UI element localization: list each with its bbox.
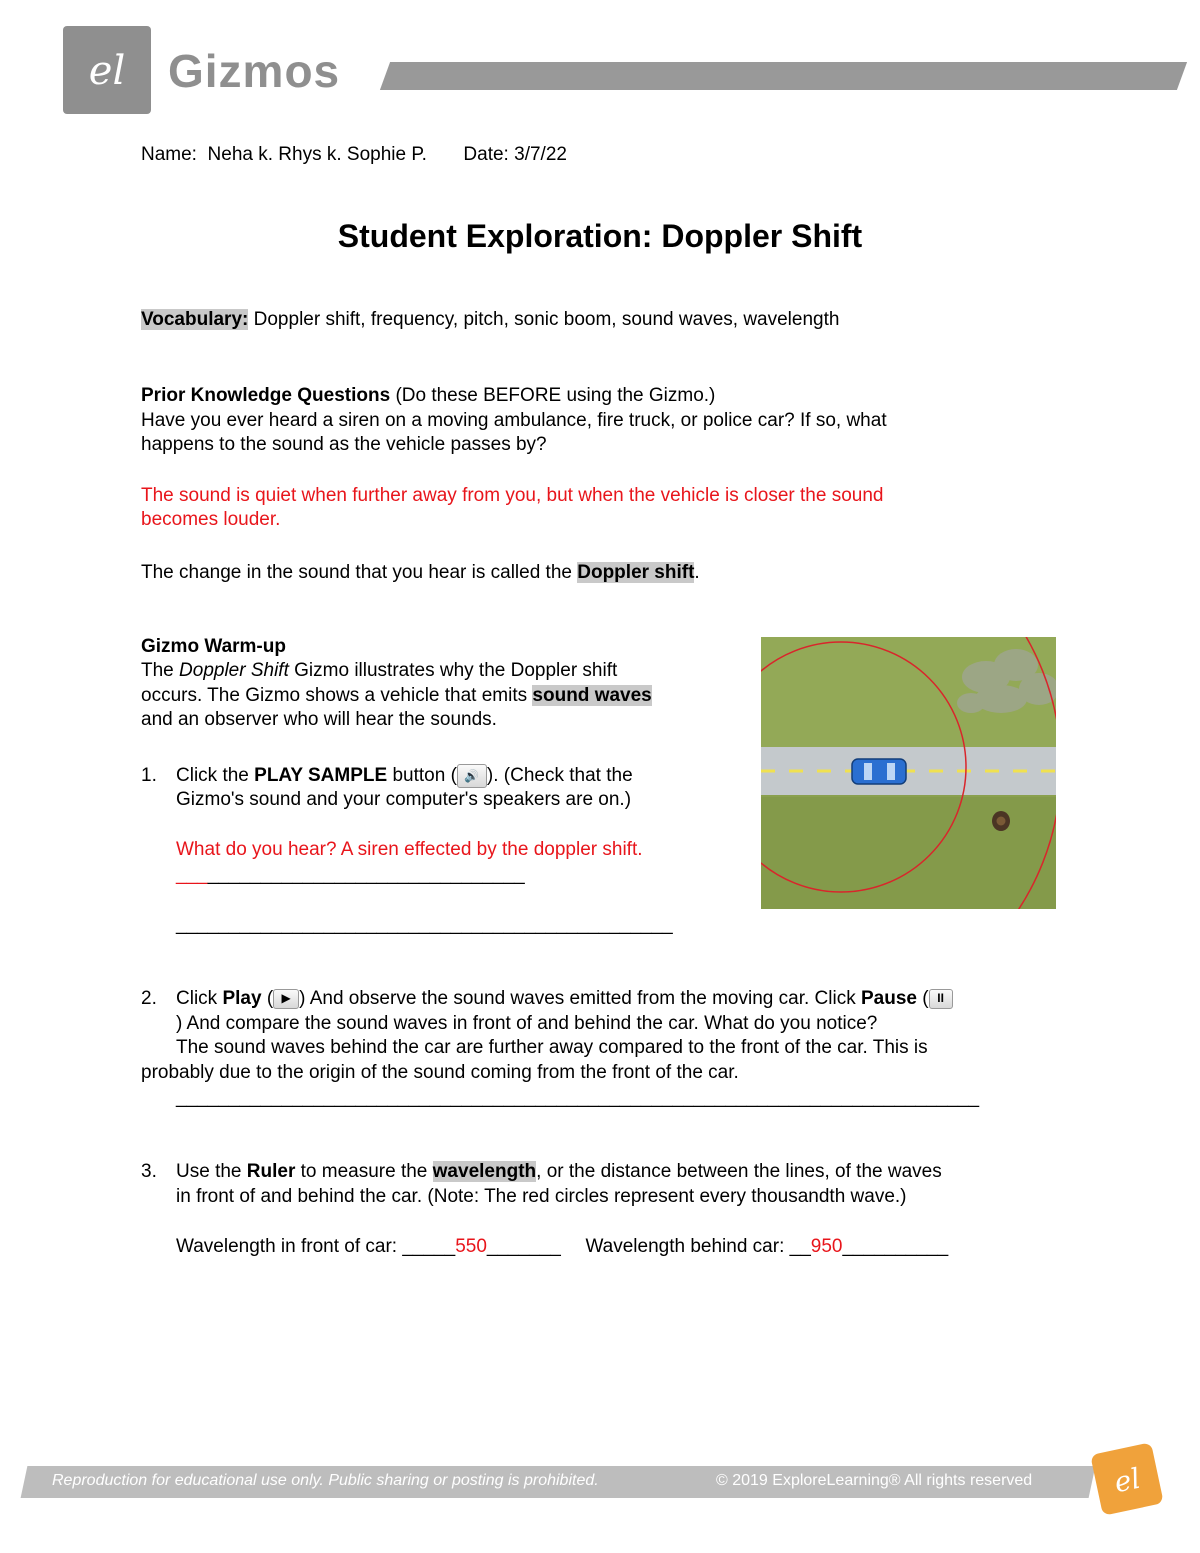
q2-pre: Click [176,988,218,1009]
q3-number: 3. [141,1161,157,1182]
warmup-line-1 [141,659,617,683]
warmup-line-3: and an observer who will hear the sounds. [141,709,497,730]
q1-post: ). (Check that the [486,765,633,787]
prior-question-line-2: happens to the sound as the vehicle passes by? [141,434,547,455]
prior-answer-line-1: The sound is quiet when further away from you, but when the vehicle is closer the sound [141,485,884,506]
play-icon[interactable]: ▶ [273,989,299,1009]
front-wavelength-value: 550 [455,1236,487,1257]
q2-mid2: ) And observe the sound waves emitted from the moving car. Click [299,988,856,1009]
warmup-gizmo-name: Doppler Shift [179,660,289,681]
q3-post: , or the distance between the lines, of the waves [536,1161,942,1182]
prior-heading-line [141,384,715,408]
svg-text:el: el [1111,1461,1144,1500]
q3-line-1 [141,1160,942,1184]
warmup-l1-pre: The [141,660,174,681]
prior-note: (Do these BEFORE using the Gizmo.) [395,385,716,406]
explorelearning-logo-icon [1090,1442,1164,1516]
name-date-line [141,143,567,167]
footer-disclaimer: Reproduction for educational use only. Public sharing or posting is prohibited. [52,1472,599,1489]
gizmo-scene [761,637,1056,909]
play-sample-label: PLAY SAMPLE [254,765,388,787]
q3-line-2: in front of and behind the car. (Note: The red circles represent every thousandth wave.) [176,1186,907,1207]
front-wavelength-pre: _____ [402,1236,456,1257]
sound-waves-term: sound waves [532,685,652,706]
vocabulary-line [141,308,839,332]
brand-name: Gizmos [168,45,341,97]
doppler-definition-text: The change in the sound that you hear is called the [141,562,572,583]
footer-copyright: © 2019 ExploreLearning® All rights reserved [716,1472,1033,1489]
doppler-definition-line [141,561,700,585]
q2-end: ( [922,988,929,1009]
el-logo-glyph [63,26,151,114]
speaker-icon[interactable]: 🔊 [457,764,487,788]
q2-line-2: ) And compare the sound waves in front of and behind the car. What do you notice? [176,1013,878,1034]
ruler-label: Ruler [246,1161,296,1182]
vocabulary-terms: Doppler shift, frequency, pitch, sonic boom, sound waves, wavelength [253,309,840,330]
header-bar [380,62,1187,90]
q1-blank-1 [176,863,525,887]
front-wavelength-label: Wavelength in front of car: [176,1236,398,1257]
play-label: Play [222,988,262,1009]
wavelength-term: wavelength [432,1161,537,1182]
date-label: Date: [463,144,509,165]
svg-text:el: el [88,48,126,94]
q2-mid: ( [266,988,274,1009]
q1-mid: button ( [392,765,457,787]
behind-wavelength-post: __________ [842,1236,949,1257]
prior-heading: Prior Knowledge Questions [141,385,391,406]
el-logo-icon [63,26,151,114]
page-title: Student Exploration: Doppler Shift [337,218,863,254]
q1-blank-2: _______________________________________________ [176,914,673,935]
q1-blank-1-rest: ______________________________ [207,864,525,885]
name-value: Neha k. Rhys k. Sophie P. [207,144,427,165]
front-wavelength-post: _______ [486,1236,561,1257]
behind-wavelength-label: Wavelength behind car: [585,1236,785,1257]
q2-number: 2. [141,988,157,1009]
prior-question-line-1: Have you ever heard a siren on a moving ambulance, fire truck, or police car? If so, what [141,410,887,431]
warmup-l2-pre: occurs. The Gizmo shows a vehicle that emits [141,685,528,706]
warmup-line-2 [141,684,652,708]
q1-answer: What do you hear? A siren effected by the doppler shift. [176,839,643,860]
q3-mid: to measure the [300,1161,428,1182]
q1-number: 1. [141,765,157,787]
date-value: 3/7/22 [514,144,567,165]
q2-line-1 [141,987,953,1011]
behind-wavelength-pre: __ [789,1236,811,1257]
pause-icon[interactable]: II [929,989,953,1009]
car-icon [852,759,906,784]
q3-wavelength-line [176,1235,948,1259]
warmup-heading: Gizmo Warm-up [141,636,286,657]
name-label: Name: [141,144,197,165]
q1-pre: Click the [176,765,249,787]
q1-blank-1-red: ___ [176,864,208,885]
warmup-l1-post: Gizmo illustrates why the Doppler shift [294,660,618,681]
gizmo-screenshot [761,637,1056,909]
prior-answer-line-2: becomes louder. [141,509,281,530]
pause-label: Pause [860,988,917,1009]
q2-answer-line-1: The sound waves behind the car are further away compared to the front of the car. This is [176,1037,928,1058]
q2-blank: ____________________________________________________________________________ [176,1087,980,1108]
q1-line-2: Gizmo's sound and your computer's speakers are on.) [176,789,632,810]
behind-wavelength-value: 950 [810,1236,843,1257]
footer-logo-glyph [1090,1442,1164,1516]
doppler-definition-end: . [694,562,700,583]
q3-pre: Use the [176,1161,242,1182]
q2-answer-line-2: probably due to the origin of the sound coming from the front of the car. [141,1062,739,1083]
q1-line-1 [141,764,633,788]
vocabulary-label: Vocabulary: [141,309,249,330]
observer-icon [992,811,1010,831]
doppler-term: Doppler shift [577,562,695,583]
